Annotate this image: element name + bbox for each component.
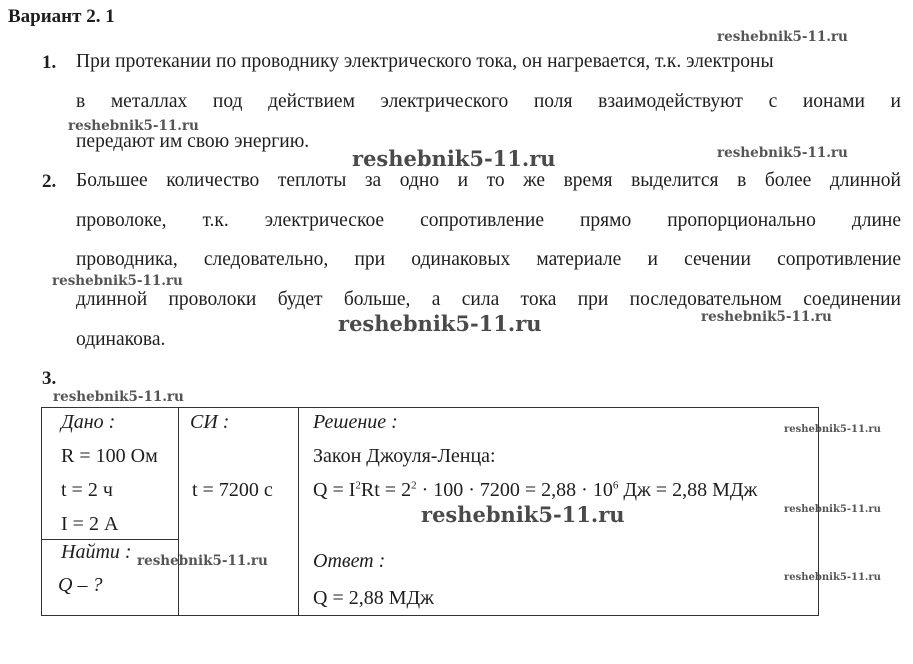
watermark: reshebnik5-11.ru [784,424,881,435]
q1-line: в металлах под действием электрического поля взаимодействуют с ионами и [76,91,901,112]
q2-line: проводника, следовательно, при одинаковых материале и сечении сопротивление [76,249,901,270]
given-current: I = 2 А [61,513,119,535]
si-time: t = 7200 с [192,479,273,501]
given-time: t = 2 ч [61,479,113,501]
q2-number: 2. [42,171,57,192]
q2-line: проволоке, т.к. электрическое сопротивление прямо пропорционально длине [76,210,901,231]
watermark: reshebnik5-11.ru [352,146,556,171]
variant-title: Вариант 2. 1 [8,6,115,27]
watermark: reshebnik5-11.ru [68,118,199,134]
find-header: Найти : [61,541,132,563]
table-divider [178,407,179,615]
watermark: reshebnik5-11.ru [338,311,542,336]
q2-line: длинной проволоки будет больше, а сила тока при последовательном соединении [76,289,901,310]
watermark: reshebnik5-11.ru [784,504,881,515]
watermark: reshebnik5-11.ru [784,572,881,583]
watermark: reshebnik5-11.ru [701,309,832,325]
table-left-border [41,407,42,615]
si-header: СИ : [190,411,230,433]
given-header: Дано : [61,411,116,433]
solution-header: Решение : [313,411,398,433]
table-top-border [41,407,819,408]
answer-value: Q = 2,88 МДж [313,587,434,609]
q3-number: 3. [42,368,57,389]
law-name: Закон Джоуля-Ленца: [313,445,496,467]
watermark: reshebnik5-11.ru [137,553,268,569]
given-resistance: R = 100 Ом [61,445,158,467]
watermark: reshebnik5-11.ru [53,389,184,405]
watermark: reshebnik5-11.ru [421,502,625,527]
table-given-separator [41,539,178,540]
q2-line: одинакова. [76,329,166,350]
q1-line: При протекании по проводнику электрического тока, он нагревается, т.к. электроны [76,51,774,72]
watermark: reshebnik5-11.ru [717,145,848,161]
table-right-border [818,407,819,615]
watermark: reshebnik5-11.ru [717,29,848,45]
table-bottom-border [41,615,819,616]
q1-line: передают им свою энергию. [76,131,310,152]
q2-line: Большее количество теплоты за одно и то же время выделится в более длинной [76,170,901,191]
q1-number: 1. [42,52,57,73]
answer-header: Ответ : [313,550,386,572]
find-quantity: Q – ? [58,574,103,596]
formula: $Q = I^2Rt = 2^2 \cdot 100 \cdot 7200 = 2,88 \cdot 10^6$ Дж = 2,88 МДж [313,479,758,501]
table-divider [298,407,299,615]
watermark: reshebnik5-11.ru [52,273,183,289]
